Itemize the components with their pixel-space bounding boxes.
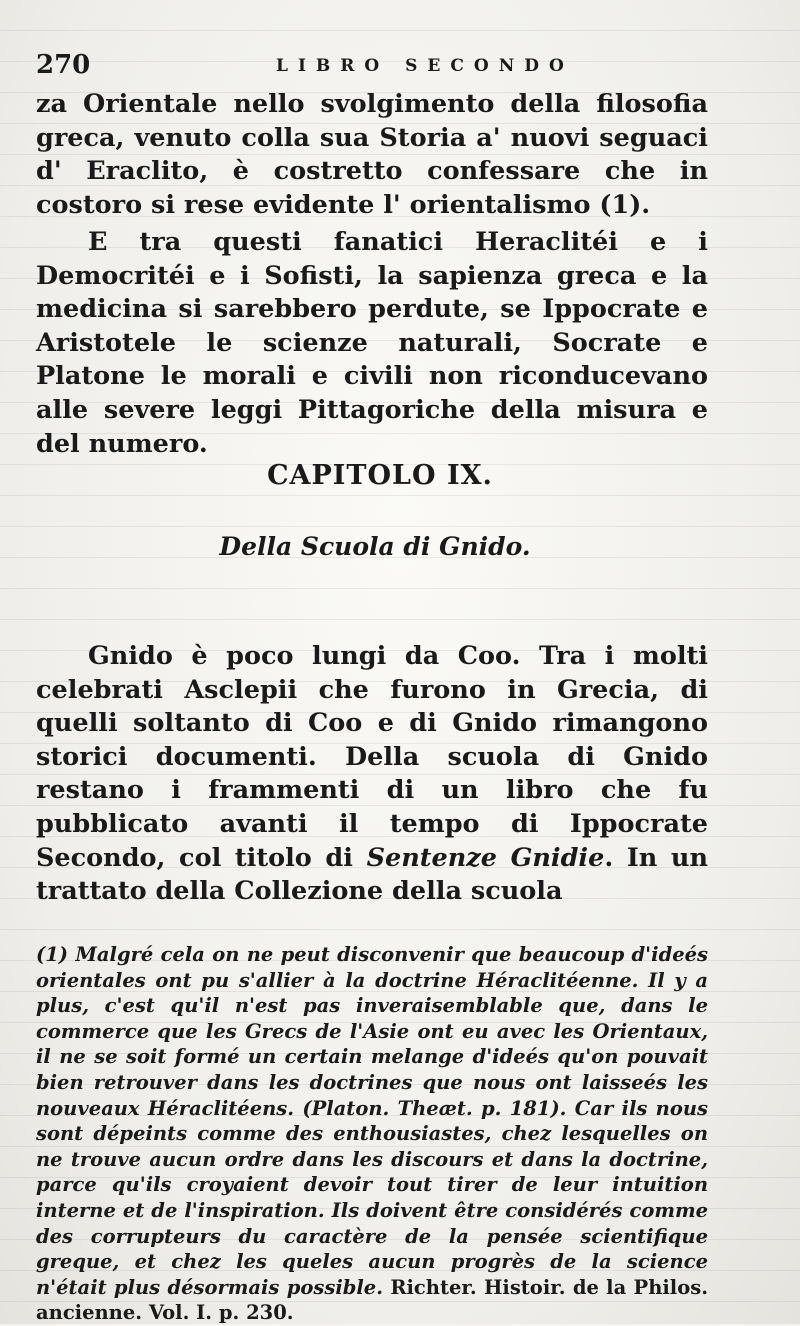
- chapter-subtitle: Della Scuola di Gnido.: [219, 532, 531, 561]
- chapter-title: CAPITOLO IX.: [267, 460, 493, 491]
- footnote: [36, 942, 708, 1326]
- running-header: [36, 50, 726, 90]
- paragraph-2: E tra questi fanatici Heraclitéi e i Democritéi e i Sofisti, la sapienza greca e la medicina si sarebbero perdute, se Ippocrate e Aristotele le scienze naturali, Socrate e Platone le morali e civili non riconducevano alle severe leggi Pittagoriche della misura e del numero.: [36, 227, 708, 459]
- paragraph-3-text-b: . In un trattato della Collezione della scuola: [36, 842, 708, 907]
- paragraph-3: [36, 640, 708, 909]
- paragraph-3-italic-title: Sentenze Gnidie: [366, 842, 605, 873]
- paragraph-1: za Orientale nello svolgimento della filosofia greca, venuto colla sua Storia a' nuovi seguaci d' Eraclito, è costretto confessare che in costoro si rese evidente l' orientalismo (1).: [36, 89, 708, 220]
- footnote-text: (1) Malgré cela on ne peut disconvenir que beaucoup d'ideés orientales ont pu s'allier à la doctrine Héraclitéenne. Il y a plus, c'est qu'il n'est pas inveraisemblable que, dans le commerce que les Grecs de l'Asie ont eu avec les Orientaux, il ne se soit formé un certain melange d'ideés qu'on pouvait bien retrouver dans les doctrines que nous ont laisseés les nouveaux Héraclitéens. (Platon. Theæt. p. 181). Car ils nous sont dépeints comme des enthousiastes, chez lesquelles on ne trouve aucun ordre dans les discours et dans la doctrine, parce qu'ils croyaient devoir tout tirer de leur intuition interne et de l'inspiration. Ils doivent être considérés comme des corrupteurs du caractère de la pensée scientifique greque, et chez les queles aucun progrès de la science n'était plus désormais possible.: [36, 943, 708, 1299]
- running-title: LIBRO SECONDO: [276, 56, 574, 76]
- page-number: 270: [36, 50, 91, 80]
- footnote-citation: Richter. Histoir. de la Philos. ancienne. Vol. I. p. 230.: [36, 1275, 708, 1325]
- paragraph-3-text-a: Gnido è poco lungi da Coo. Tra i molti celebrati Asclepii che furono in Grecia, di quelli soltanto di Coo e di Gnido rimangono storici documenti. Della scuola di Gnido restano i frammenti di un libro che fu pubblicato avanti il tempo di Ippocrate Secondo, col titolo di: [36, 641, 708, 873]
